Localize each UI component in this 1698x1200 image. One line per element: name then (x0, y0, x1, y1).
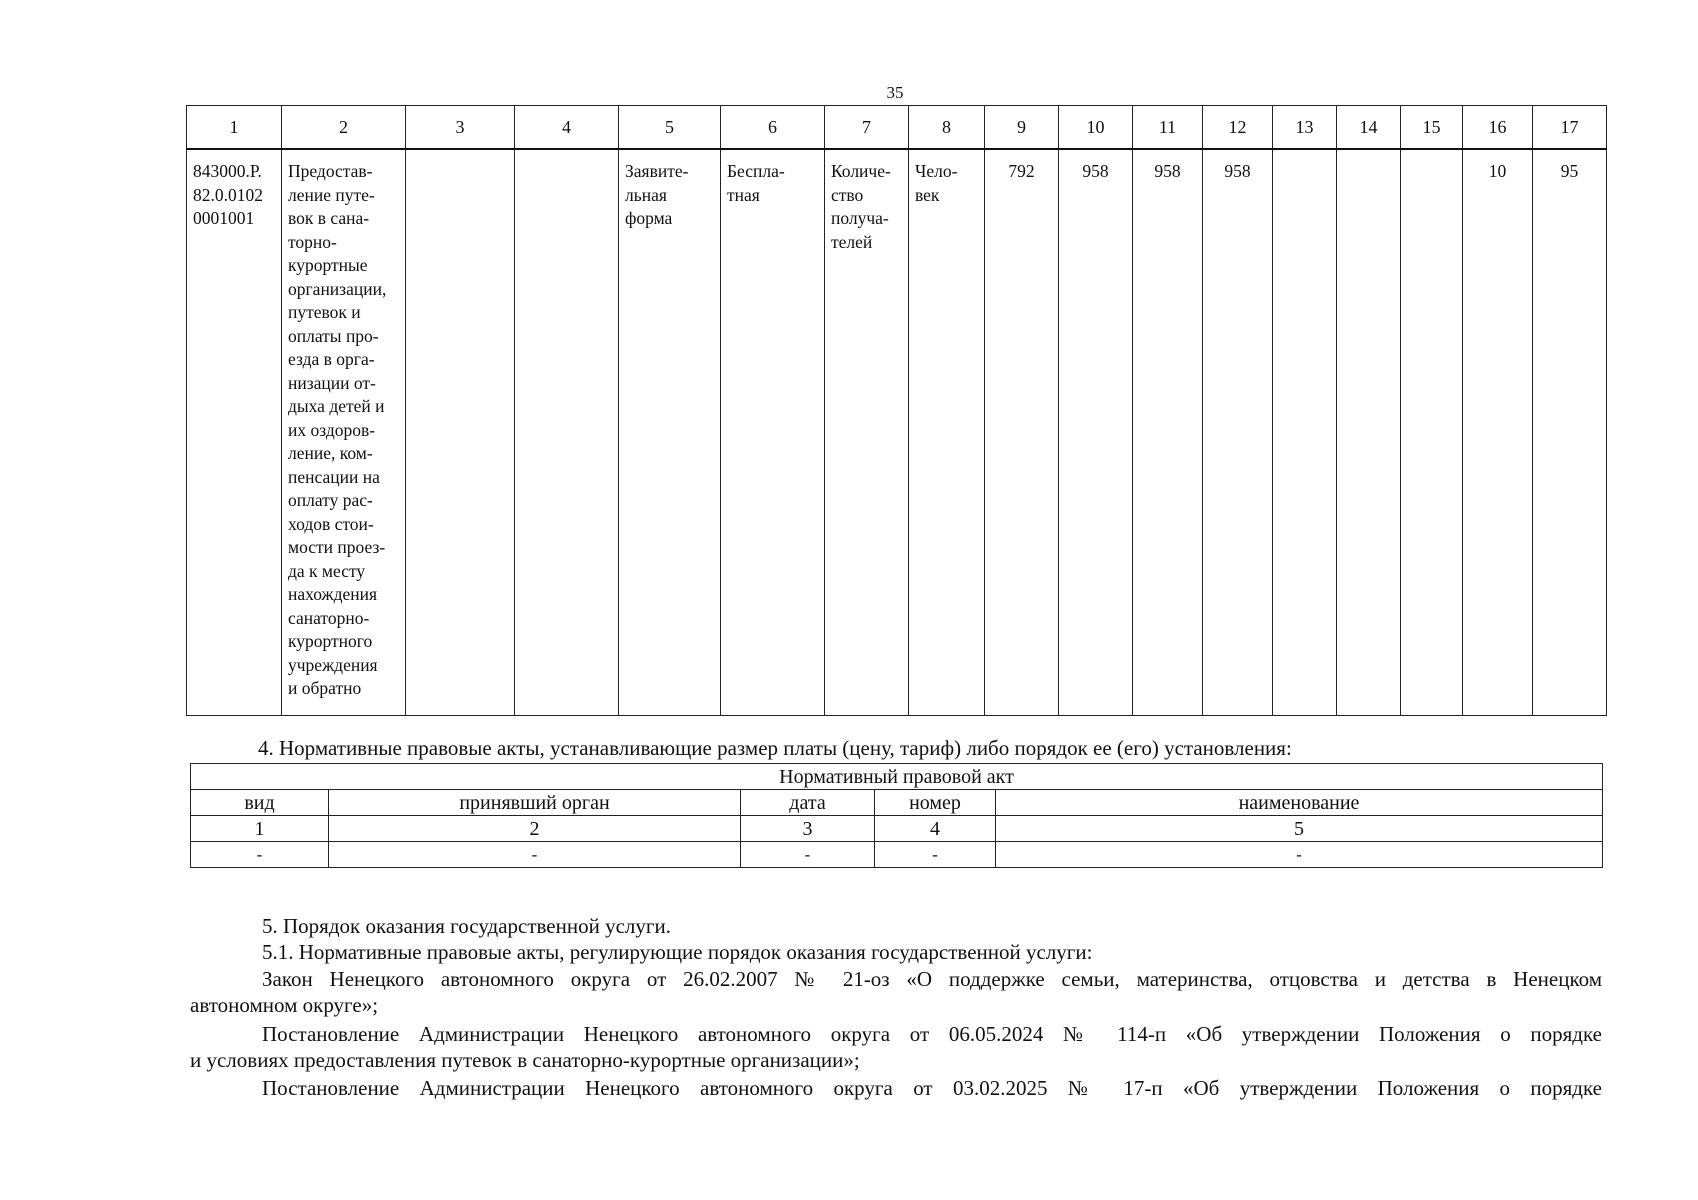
value-cell (1337, 149, 1401, 716)
value-cell: 95 (1533, 149, 1607, 716)
column-number: 3 (741, 816, 875, 842)
table-row (187, 149, 1607, 716)
value-cell: 10 (1463, 149, 1533, 716)
value-cell: 958 (1133, 149, 1203, 716)
column-number: 10 (1059, 106, 1133, 150)
group-header: Нормативный правовой акт (191, 764, 1603, 790)
column-number: 5 (996, 816, 1603, 842)
indicator-name-cell: Количе- ство получа- телей (825, 149, 909, 716)
table-number-row (191, 816, 1603, 842)
law-3-line-1: Постановление Администрации Ненецкого автономного округа от 03.02.2025 № 17-п «Об утверждении Положения о порядке (262, 1076, 1602, 1100)
column-number: 6 (721, 106, 825, 150)
law-1-line-2: автономном округе»; (190, 993, 379, 1017)
value-cell (1273, 149, 1337, 716)
table-cell: - (329, 842, 741, 868)
column-number: 9 (985, 106, 1059, 150)
value-cell: 958 (1059, 149, 1133, 716)
page-number: 35 (886, 83, 904, 102)
column-number: 4 (875, 816, 996, 842)
column-header: дата (741, 790, 875, 816)
column-number: 13 (1273, 106, 1337, 150)
section-5-1-heading: 5.1. Нормативные правовые акты, регулирующие порядок оказания государственной услуги: (262, 940, 1093, 964)
column-number: 3 (406, 106, 515, 150)
column-number: 12 (1203, 106, 1273, 150)
table-header-row (191, 790, 1603, 816)
value-cell: 958 (1203, 149, 1273, 716)
value-cell (1401, 149, 1463, 716)
payment-type-cell: Бесплa- тная (721, 149, 825, 716)
column-number: 4 (515, 106, 619, 150)
law-2-line-2: и условиях предоставления путевок в санаторно-курортные организации»; (190, 1048, 860, 1072)
column-number: 1 (187, 106, 282, 150)
column-header: принявший орган (329, 790, 741, 816)
service-name-cell: Предостав- ление путе- вок в сана- торно- курортные организации, путевок и оплаты про- езда в орга- низации от- дыха детей и их оздоров- ление, ком- пенсации на оплату рас- ходов стои- мости проез- да к месту нахождения санаторно- курортного учреждения и обратно (282, 149, 406, 716)
column-number: 15 (1401, 106, 1463, 150)
column-number: 1 (191, 816, 329, 842)
column-number: 16 (1463, 106, 1533, 150)
law-2-line-1: Постановление Администрации Ненецкого автономного округа от 06.05.2024 № 114-п «Об утверждении Положения о порядке (262, 1022, 1602, 1046)
column-number: 2 (329, 816, 741, 842)
registry-number-cell: 843000.Р. 82.0.0102 0001001 (187, 149, 282, 716)
table-cell: - (996, 842, 1603, 868)
form-cell: Заявите- льная форма (619, 149, 721, 716)
table-cell (406, 149, 515, 716)
law-1-line-1: Закон Ненецкого автономного округа от 26.02.2007 № 21-оз «О поддержке семьи, материнства, отцовства и детства в Ненецком (262, 967, 1602, 991)
column-number: 14 (1337, 106, 1401, 150)
column-number: 2 (282, 106, 406, 150)
service-volume-table (186, 105, 1607, 716)
column-header: наименование (996, 790, 1603, 816)
table-cell: - (741, 842, 875, 868)
section-5-heading: 5. Порядок оказания государственной услуги. (262, 914, 671, 938)
section-4-heading: 4. Нормативные правовые акты, устанавливающие размер платы (цену, тариф) либо порядок ее (его) установления: (258, 736, 1292, 760)
column-number: 5 (619, 106, 721, 150)
fee-acts-table (190, 763, 1603, 868)
table-group-header-row (191, 764, 1603, 790)
column-number: 17 (1533, 106, 1607, 150)
column-number-row (187, 106, 1607, 150)
table-row (191, 842, 1603, 868)
table-cell (515, 149, 619, 716)
table-cell: - (191, 842, 329, 868)
column-header: вид (191, 790, 329, 816)
unit-cell: Чело- век (909, 149, 985, 716)
column-number: 11 (1133, 106, 1203, 150)
column-header: номер (875, 790, 996, 816)
value-cell: 792 (985, 149, 1059, 716)
column-number: 8 (909, 106, 985, 150)
column-number: 7 (825, 106, 909, 150)
table-cell: - (875, 842, 996, 868)
